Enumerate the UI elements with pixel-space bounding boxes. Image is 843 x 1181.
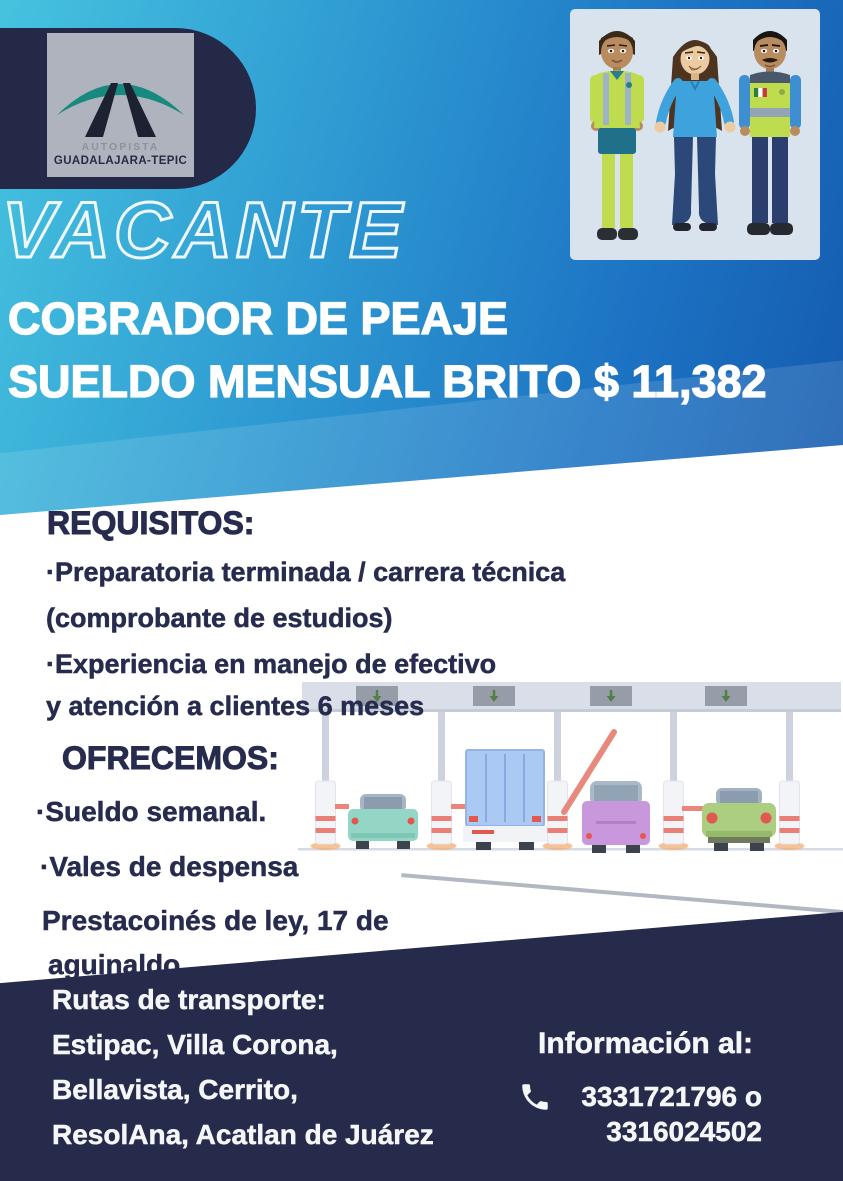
logo-text-top: AUTOPISTA	[81, 141, 160, 153]
offer-item: ·Sueldo semanal.	[36, 796, 267, 827]
offer-item: Prestacoinés de ley, 17 de	[42, 905, 389, 936]
barrier-arm	[335, 804, 349, 809]
phone-number-1: 3331721796 o	[581, 1081, 762, 1112]
contact-title: Información al:	[538, 1027, 754, 1060]
company-logo	[47, 33, 194, 177]
truck	[463, 750, 547, 850]
offer-item: ·Vales de despensa	[40, 851, 299, 882]
phone-icon	[518, 1080, 552, 1114]
requirement-item: ·Preparatoria terminada / carrera técnica	[46, 557, 566, 587]
worker-hivis	[590, 31, 644, 240]
worker-vest	[739, 31, 801, 235]
requirements-title: REQUISITOS:	[47, 505, 255, 541]
staff-illustration	[570, 9, 820, 260]
car-teal	[348, 794, 418, 849]
band-edge-shadow	[401, 873, 843, 914]
offer-title: OFRECEMOS:	[62, 740, 279, 776]
salary-line: SUELDO MENSUAL BRITO $ 11,382	[8, 356, 767, 407]
requirement-item: (comprobante de estudios)	[46, 603, 393, 633]
highway-logo-icon	[47, 33, 194, 177]
worker-cashier	[655, 40, 736, 231]
toll-workers-icon	[570, 9, 820, 260]
brand-pill	[0, 28, 256, 189]
requirement-item: ·Experiencia en manejo de efectivo	[46, 649, 497, 679]
route-item: Bellavista, Cerrito,	[52, 1074, 298, 1105]
routes-title: Rutas de transporte:	[52, 984, 326, 1015]
offer-item: aguinaldo.	[48, 949, 188, 980]
route-item: ResolAna, Acatlan de Juárez	[52, 1119, 434, 1150]
job-title: COBRADOR DE PEAJE	[8, 293, 509, 344]
car-green	[702, 788, 776, 851]
logo-text-bottom: GUADALAJARA-TEPIC	[53, 155, 188, 167]
barrier-arm	[682, 806, 703, 811]
requirement-item: y atención a clientes 6 meses	[46, 691, 425, 721]
toll-pillars	[322, 712, 793, 786]
van-purple	[582, 781, 650, 853]
phone-number-2: 3316024502	[606, 1116, 762, 1147]
route-item: Estipac, Villa Corona,	[52, 1029, 338, 1060]
vacancy-headline: VACANTE	[2, 185, 406, 274]
barrier-arm	[451, 804, 467, 809]
